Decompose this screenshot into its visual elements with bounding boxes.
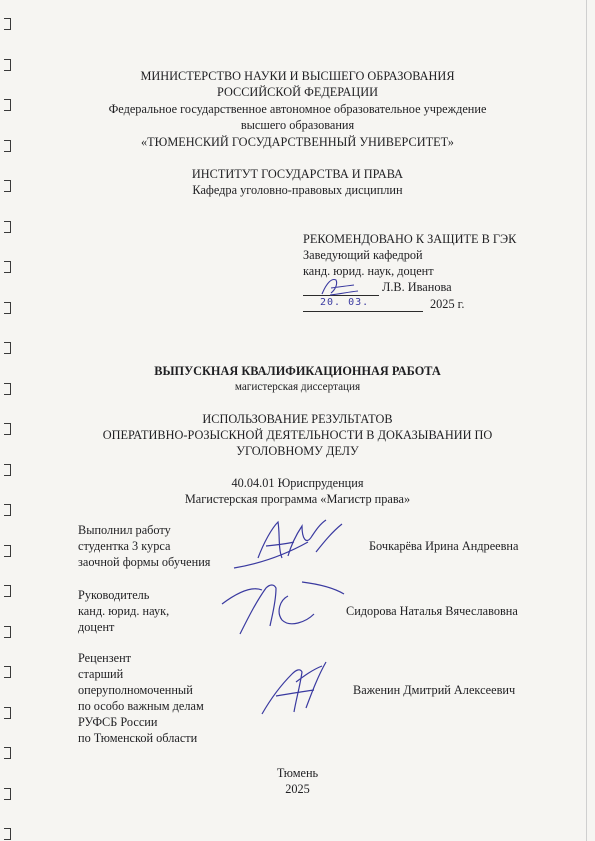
footer-year: 2025 <box>285 782 310 796</box>
binding-tick <box>4 545 11 557</box>
supervisor-label-2: канд. юрид. наук, <box>78 604 170 618</box>
reviewer-name: Важенин Дмитрий Алексеевич <box>353 683 516 697</box>
reviewer-label-5: РУФСБ России <box>78 715 158 729</box>
work-title-line-1: ИСПОЛЬЗОВАНИЕ РЕЗУЛЬТАТОВ <box>202 412 393 426</box>
work-type: ВЫПУСКНАЯ КВАЛИФИКАЦИОННАЯ РАБОТА <box>154 364 441 378</box>
approval-name: Л.В. Иванова <box>382 280 452 294</box>
reviewer-signature <box>256 656 336 718</box>
binding-tick <box>4 707 11 719</box>
binding-tick <box>4 747 11 759</box>
approval-date-line <box>303 311 423 312</box>
binding-tick <box>4 342 11 354</box>
binding-tick <box>4 666 11 678</box>
institution-line-2: высшего образования <box>240 118 355 132</box>
institute-name: ИНСТИТУТ ГОСУДАРСТВА И ПРАВА <box>191 167 404 181</box>
binding-tick <box>4 261 11 273</box>
ministry-line-2: РОССИЙСКОЙ ФЕДЕРАЦИИ <box>216 85 379 99</box>
reviewer-label-2: старший <box>78 667 124 681</box>
binding-tick <box>4 828 11 840</box>
approval-signature <box>318 276 362 298</box>
approval-degree: канд. юрид. наук, доцент <box>303 264 434 278</box>
author-name: Бочкарёва Ирина Андреевна <box>369 539 519 553</box>
reviewer-label-1: Рецензент <box>78 651 132 665</box>
work-title-line-2: ОПЕРАТИВНО-РОЗЫСКНОЙ ДЕЯТЕЛЬНОСТИ В ДОКАЗЫВАНИИ ПО <box>102 428 493 442</box>
reviewer-label-6: по Тюменской области <box>78 731 198 745</box>
supervisor-label-1: Руководитель <box>78 588 150 602</box>
reviewer-label-3: оперуполномоченный <box>78 683 193 697</box>
author-label-1: Выполнил работу <box>78 523 171 537</box>
ministry-line-1: МИНИСТЕРСТВО НАУКИ И ВЫСШЕГО ОБРАЗОВАНИЯ <box>140 69 455 83</box>
binding-tick <box>4 302 11 314</box>
binding-tick <box>4 18 11 30</box>
approval-title: РЕКОМЕНДОВАНО К ЗАЩИТЕ В ГЭК <box>303 232 517 246</box>
specialty: 40.04.01 Юриспруденция <box>231 476 364 490</box>
program: Магистерская программа «Магистр права» <box>184 492 411 506</box>
department-name: Кафедра уголовно-правовых дисциплин <box>192 183 403 197</box>
binding-tick <box>4 626 11 638</box>
binding-tick <box>4 221 11 233</box>
author-signature <box>228 512 348 574</box>
reviewer-label-4: по особо важным делам <box>78 699 204 713</box>
work-title-line-3: УГОЛОВНОМУ ДЕЛУ <box>236 444 359 458</box>
approval-date-handwritten: 20. 03. <box>320 297 370 308</box>
binding-tick <box>4 585 11 597</box>
institution-line-1: Федеральное государственное автономное образовательное учреждение <box>108 102 487 116</box>
footer-city: Тюмень <box>276 766 319 780</box>
supervisor-signature <box>218 574 348 638</box>
work-subtype: магистерская диссертация <box>234 381 361 393</box>
binding-tick <box>4 464 11 476</box>
author-label-3: заочной формы обучения <box>78 555 211 569</box>
author-label-2: студентка 3 курса <box>78 539 171 553</box>
university-name: «ТЮМЕНСКИЙ ГОСУДАРСТВЕННЫЙ УНИВЕРСИТЕТ» <box>141 135 454 149</box>
approval-role: Заведующий кафедрой <box>303 248 423 262</box>
supervisor-label-3: доцент <box>78 620 115 634</box>
approval-year: 2025 г. <box>430 297 465 311</box>
supervisor-name: Сидорова Наталья Вячеславовна <box>346 604 518 618</box>
